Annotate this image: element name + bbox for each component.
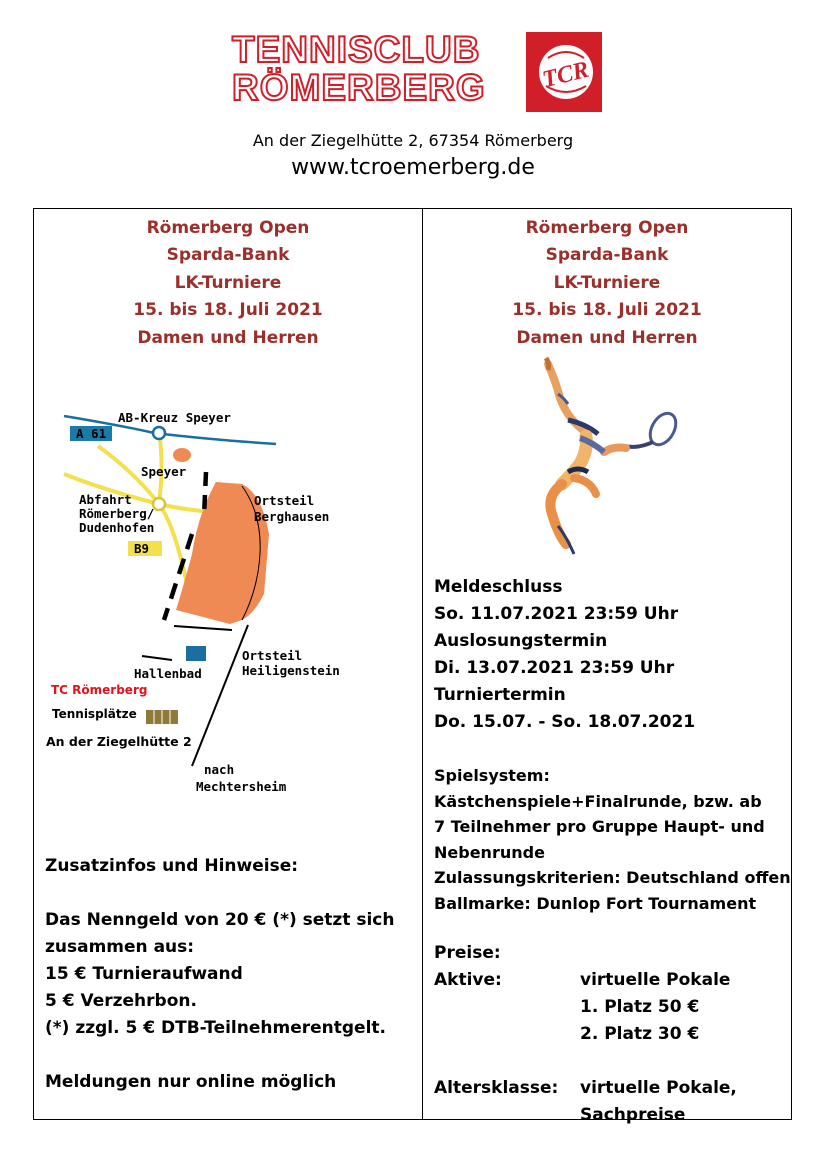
date-line: Do. 15.07. - So. 18.07.2021: [434, 712, 696, 732]
tennisplaetze-label: Tennisplätze: [52, 707, 137, 721]
heading-line: Sparda-Bank: [545, 245, 669, 266]
system-line: 7 Teilnehmer pro Gruppe Haupt- und: [434, 817, 765, 836]
heiligenstein-label: Ortsteil: [242, 648, 303, 663]
directions-map: [46, 404, 384, 799]
nach-label: nach: [204, 762, 235, 777]
aktive-prize: 2. Platz 30 €: [580, 1024, 700, 1044]
date-line: Di. 13.07.2021 23:59 Uhr: [434, 658, 675, 678]
heading-line: Damen und Herren: [516, 327, 698, 348]
fee-line: (*) zzgl. 5 € DTB-Teilnehmerentgelt.: [45, 1018, 386, 1038]
logo-line-1: TENNISCLUB: [232, 29, 481, 70]
online-note: Meldungen nur online möglich: [45, 1072, 337, 1092]
heading-line: Damen und Herren: [137, 327, 319, 348]
prizes-block: [434, 940, 737, 1129]
hallenbad-label: Hallenbad: [134, 666, 202, 681]
system-line: Zulassungskriterien: Deutschland offen: [434, 868, 791, 887]
heading-line: 15. bis 18. Juli 2021: [133, 300, 323, 321]
berghausen-label: Berghausen: [254, 509, 330, 524]
heading-line: 15. bis 18. Juli 2021: [512, 300, 702, 321]
date-line: Auslosungstermin: [434, 631, 608, 651]
tc-label: TC Römerberg: [51, 683, 148, 697]
date-line: So. 11.07.2021 23:59 Uhr: [434, 604, 679, 624]
fee-line: Das Nenngeld von 20 € (*) setzt sich: [45, 910, 395, 930]
system-line: Nebenrunde: [434, 842, 545, 862]
info-title: Zusatzinfos und Hinweise:: [45, 856, 299, 876]
abfahrt-label: Dudenhofen: [79, 520, 155, 535]
club-address: An der Ziegelhütte 2, 67354 Römerberg: [252, 131, 574, 150]
aktive-prize: virtuelle Pokale: [580, 970, 731, 990]
aktive-label: Aktive:: [434, 970, 502, 990]
heading-line: Sparda-Bank: [166, 245, 290, 266]
alters-prize: Sachpreise: [580, 1105, 686, 1125]
berghausen-label: Ortsteil: [254, 493, 315, 508]
tournament-heading: [423, 215, 791, 352]
logo-line-2: RÖMERBERG: [232, 67, 486, 108]
nach-label: Mechtersheim: [196, 779, 287, 794]
svg-text:TCR: TCR: [539, 56, 592, 94]
heading-line: LK-Turniere: [553, 272, 661, 293]
alters-prize: virtuelle Pokale,: [580, 1078, 737, 1098]
fees-block: [45, 907, 395, 1042]
system-line: Ballmarke: Dunlop Fort Tournament: [434, 893, 757, 913]
aktive-prize: 1. Platz 50 €: [580, 997, 700, 1017]
tennis-player-illustration: [528, 354, 678, 569]
fee-line: zusammen aus:: [45, 937, 195, 957]
tcr-badge-icon: [526, 32, 602, 112]
heading-line: Römerberg Open: [146, 218, 310, 238]
right-panel: [422, 208, 792, 1125]
heiligenstein-label: Heiligenstein: [242, 663, 340, 678]
fee-line: 15 € Turnieraufwand: [45, 964, 243, 984]
system-block: [434, 763, 791, 916]
system-line: Spielsystem:: [434, 766, 550, 785]
kreuz-label: AB-Kreuz Speyer: [118, 410, 231, 425]
heading-line: Römerberg Open: [525, 218, 689, 238]
alters-label: Altersklasse:: [434, 1078, 559, 1098]
club-logo: [232, 30, 604, 112]
abfahrt-label: Römerberg/: [79, 506, 155, 521]
club-website[interactable]: www.tcroemerberg.de: [291, 155, 535, 180]
date-line: Meldeschluss: [434, 577, 563, 597]
dates-block: [434, 574, 695, 736]
tournament-heading: [34, 215, 422, 352]
heading-line: LK-Turniere: [174, 272, 282, 293]
a61-label: A 61: [76, 426, 107, 441]
b9-label: B9: [134, 541, 150, 556]
left-panel: [33, 208, 423, 1120]
club-address-label: An der Ziegelhütte 2: [46, 734, 192, 749]
system-line: Kästchenspiele+Finalrunde, bzw. ab: [434, 791, 762, 811]
speyer-label: Speyer: [141, 464, 187, 479]
prizes-title: Preise:: [434, 943, 501, 963]
fee-line: 5 € Verzehrbon.: [45, 991, 197, 1011]
date-line: Turniertermin: [434, 685, 566, 705]
abfahrt-label: Abfahrt: [79, 492, 132, 507]
